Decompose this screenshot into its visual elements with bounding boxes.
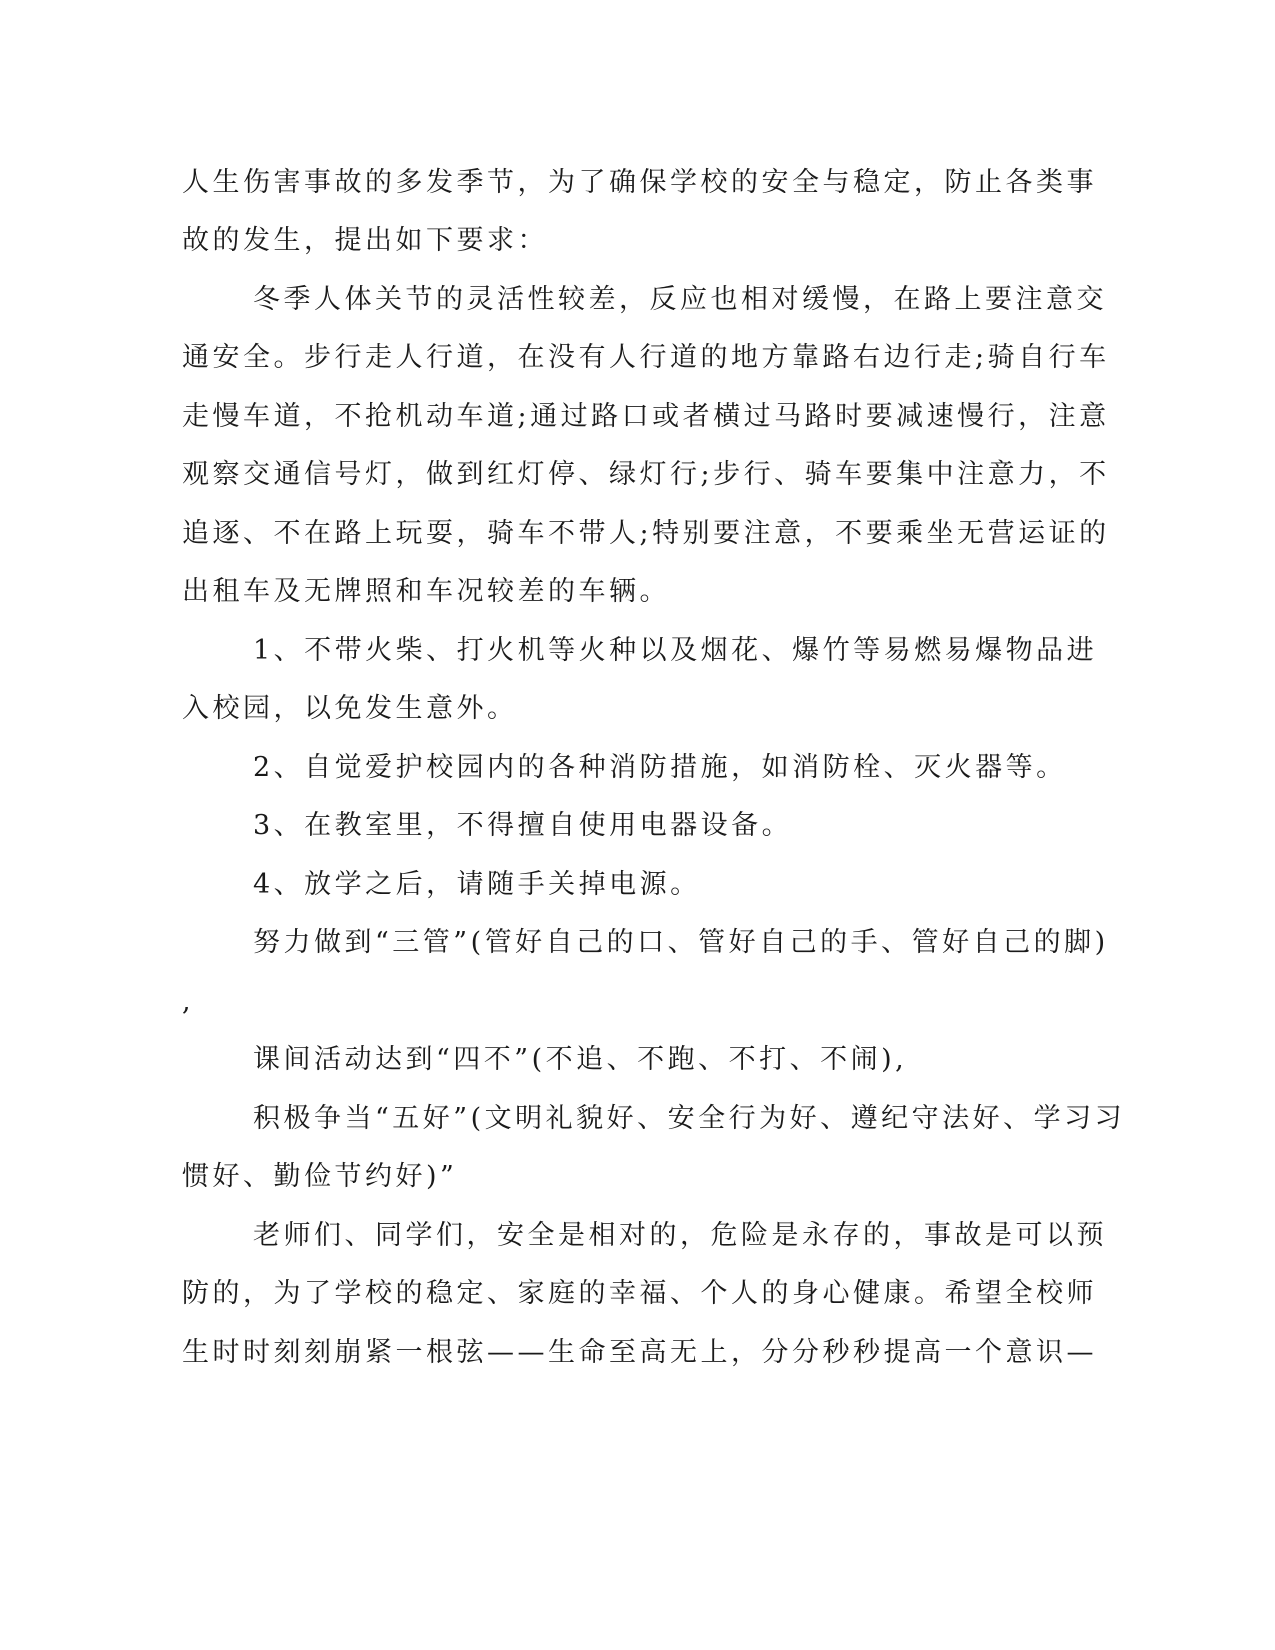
text-line: 追逐、不在路上玩耍，骑车不带人;特别要注意，不要乘坐无营运证的 bbox=[182, 518, 1110, 549]
text-line: 冬季人体关节的灵活性较差，反应也相对缓慢，在路上要注意交 bbox=[253, 284, 1107, 315]
text-line: 通安全。步行走人行道，在没有人行道的地方靠路右边行走;骑自行车 bbox=[182, 342, 1110, 373]
text-line: 防的，为了学校的稳定、家庭的幸福、个人的身心健康。希望全校师 bbox=[182, 1278, 1097, 1309]
text-line: 课间活动达到“四不”(不追、不跑、不打、不闹), bbox=[253, 1044, 908, 1075]
text-line: 生时时刻刻崩紧一根弦——生命至高无上，分分秒秒提高一个意识— bbox=[182, 1337, 1097, 1368]
text-line: 努力做到“三管”(管好自己的口、管好自己的手、管好自己的脚) bbox=[253, 927, 1109, 958]
text-line: 老师们、同学们，安全是相对的，危险是永存的，事故是可以预 bbox=[253, 1220, 1107, 1251]
text-line: 出租车及无牌照和车况较差的车辆。 bbox=[182, 576, 670, 607]
text-line: 2、自觉爱护校园内的各种消防措施，如消防栓、灭火器等。 bbox=[253, 752, 1067, 783]
text-line: 人生伤害事故的多发季节，为了确保学校的安全与稳定，防止各类事 bbox=[182, 167, 1097, 198]
text-line: , bbox=[182, 986, 195, 1017]
text-line: 走慢车道，不抢机动车道;通过路口或者横过马路时要减速慢行，注意 bbox=[182, 401, 1110, 432]
text-line: 入校园，以免发生意外。 bbox=[182, 693, 518, 724]
text-line: 3、在教室里，不得擅自使用电器设备。 bbox=[253, 810, 793, 841]
text-line: 积极争当“五好”(文明礼貌好、安全行为好、遵纪守法好、学习习 bbox=[253, 1103, 1126, 1134]
text-line: 惯好、勤俭节约好)” bbox=[182, 1161, 458, 1192]
text-line: 4、放学之后，请随手关掉电源。 bbox=[253, 869, 701, 900]
text-line: 观察交通信号灯，做到红灯停、绿灯行;步行、骑车要集中注意力，不 bbox=[182, 459, 1110, 490]
text-line: 故的发生，提出如下要求： bbox=[182, 225, 548, 256]
text-line: 1、不带火柴、打火机等火种以及烟花、爆竹等易燃易爆物品进 bbox=[253, 635, 1098, 666]
